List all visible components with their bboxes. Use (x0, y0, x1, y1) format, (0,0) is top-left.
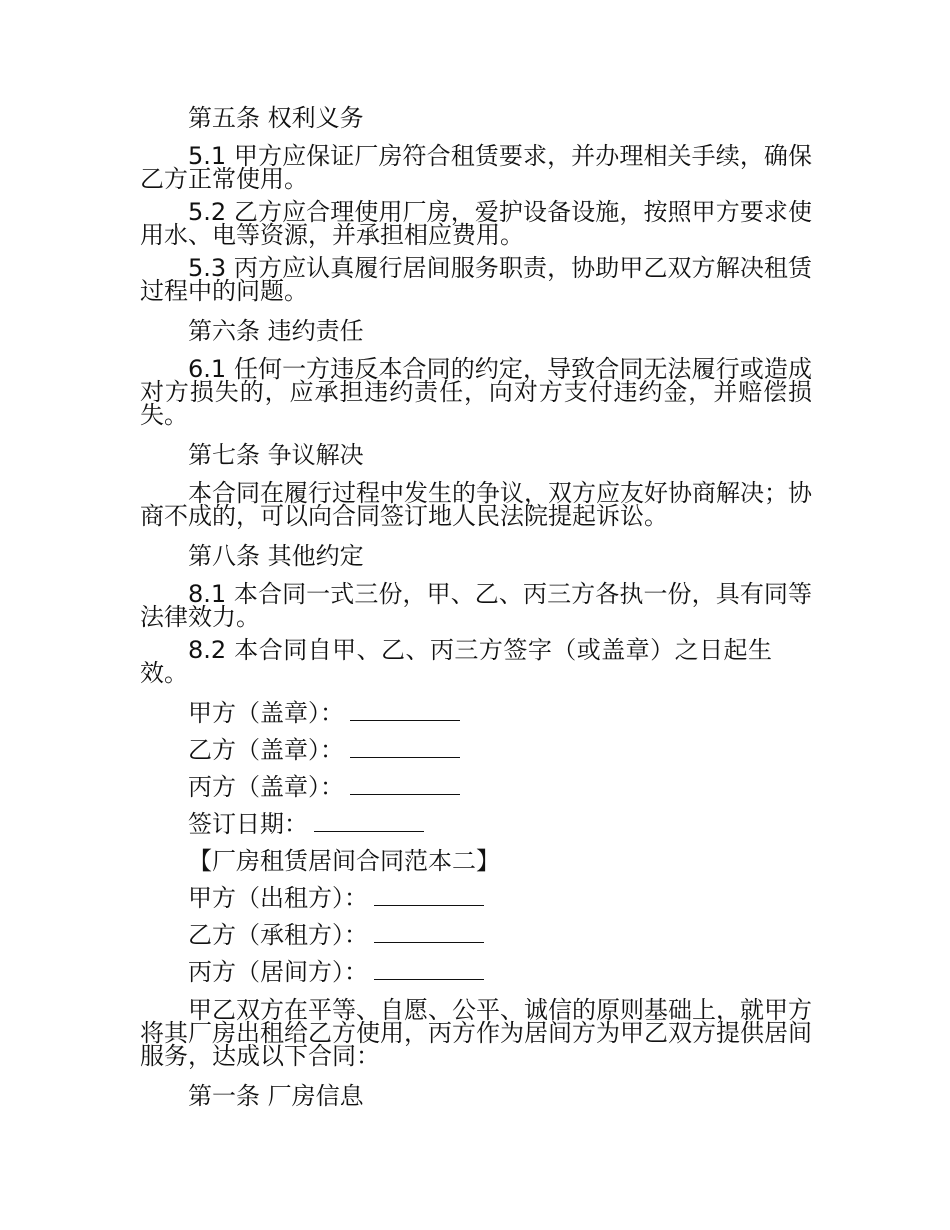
article-5-heading: 第五条 权利义务 (188, 104, 364, 132)
article-7-heading: 第七条 争议解决 (188, 441, 364, 469)
clause-6-1: 6.1 任何一方违反本合同的约定，导致合同无法履行或造成对方损失的，应承担违约责任，向对方支付违约金，并赔偿损失。 (140, 355, 812, 429)
party-a-label: 甲方（出租方）： (188, 884, 368, 912)
signature-party-c-label: 丙方（盖章）： (188, 773, 344, 801)
signing-date-label: 签订日期： (188, 810, 308, 838)
party-c-label: 丙方（居间方）： (188, 958, 368, 986)
signing-date-blank[interactable] (314, 809, 424, 832)
party-c-intermediary (140, 954, 812, 991)
signature-party-a-label: 甲方（盖章）： (188, 699, 344, 727)
party-a-lessor (140, 880, 812, 917)
signature-party-b-label: 乙方（盖章）： (188, 736, 344, 764)
party-b-label: 乙方（承租方）： (188, 921, 368, 949)
preamble: 甲乙双方在平等、自愿、公平、诚信的原则基础上，就甲方将其厂房出租给乙方使用，丙方作为居间方为甲乙双方提供居间服务，达成以下合同： (140, 996, 812, 1070)
clause-8-2: 8.2 本合同自甲、乙、丙三方签字（或盖章）之日起生效。 (140, 636, 772, 687)
signature-party-a (140, 695, 812, 732)
party-c-blank[interactable] (374, 957, 484, 980)
article-7-text: 本合同在履行过程中发生的争议，双方应友好协商解决；协商不成的，可以向合同签订地人民法院提起诉讼。 (140, 479, 812, 530)
party-a-blank[interactable] (374, 883, 484, 906)
party-b-lessee (140, 917, 812, 954)
article-6-heading: 第六条 违约责任 (188, 317, 364, 345)
party-b-blank[interactable] (374, 920, 484, 943)
clause-5-3: 5.3 丙方应认真履行居间服务职责，协助甲乙双方解决租赁过程中的问题。 (140, 254, 812, 305)
document-page (140, 100, 812, 1115)
article-1-heading: 第一条 厂房信息 (188, 1082, 364, 1110)
signing-date (140, 806, 812, 843)
signature-party-c-blank[interactable] (350, 772, 460, 795)
signature-party-c (140, 769, 812, 806)
clause-5-1: 5.1 甲方应保证厂房符合租赁要求，并办理相关手续，确保乙方正常使用。 (140, 142, 812, 193)
clause-5-2: 5.2 乙方应合理使用厂房，爱护设备设施，按照甲方要求使用水、电等资源，并承担相应费用。 (140, 198, 812, 249)
signature-party-a-blank[interactable] (350, 698, 460, 721)
clause-8-1: 8.1 本合同一式三份，甲、乙、丙三方各执一份，具有同等法律效力。 (140, 580, 812, 631)
template-2-title: 【厂房租赁居间合同范本二】 (188, 847, 500, 875)
article-8-heading: 第八条 其他约定 (188, 542, 364, 570)
signature-party-b (140, 732, 812, 769)
signature-party-b-blank[interactable] (350, 735, 460, 758)
